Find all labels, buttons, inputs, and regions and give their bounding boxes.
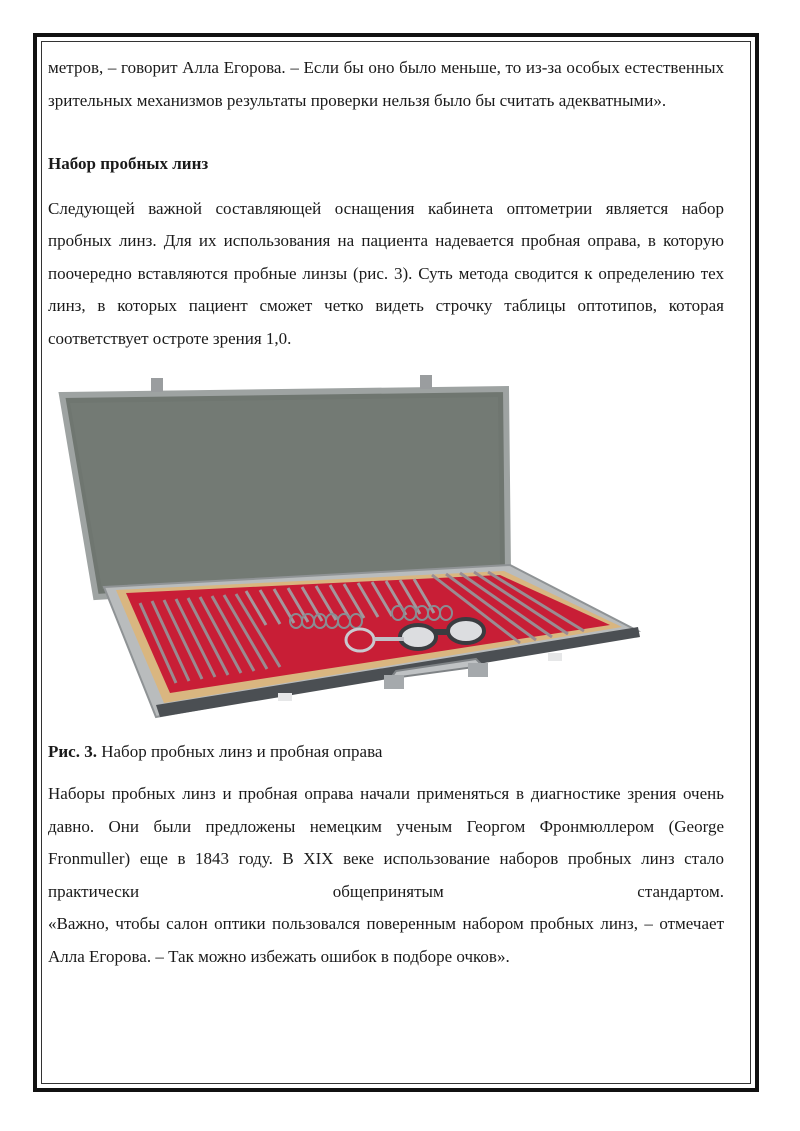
hinge-left: [151, 378, 163, 392]
hinge-right: [420, 375, 432, 389]
latch-left: [278, 693, 292, 701]
paragraph-3: Наборы пробных линз и пробная оправа начали применяться в диагностике зрения очень давно. Они были предложены немецким ученым Георгом Фронмюллером (George Fronmuller) еще в 1843 году. В XIX веке использование наборов пробных линз стало практически общепринятым стандартом.: [48, 784, 724, 901]
paragraph-1: метров, – говорит Алла Егорова. – Если бы оно было меньше, то из-за особых естественных зрительных механизмов результаты проверки нельзя было бы считать адекватными».: [48, 58, 724, 110]
case-lid-lining: [70, 397, 500, 589]
document-body: [48, 52, 724, 973]
lens-case-illustration: [48, 375, 668, 720]
figure-caption: [48, 738, 724, 766]
paragraph-2: Следующей важной составляющей оснащения кабинета оптометрии является набор пробных линз. Для их использования на пациента надевается пробная оправа, в которую поочередно вставляются пробные линзы (рис. 3). Суть метода сводится к определению тех линз, в которых пациент сможет четко видеть строчку таблицы оптотипов, которая соответствует остроте зрения 1,0.: [48, 198, 724, 348]
section-heading: Набор пробных линз: [48, 154, 209, 173]
caption-text: Набор пробных линз и пробная оправа: [96, 742, 383, 761]
handle-mount-left: [384, 675, 404, 689]
latch-right: [548, 653, 562, 661]
handle-mount-right: [468, 663, 488, 677]
figure-lens-case: [48, 375, 668, 720]
caption-label: Рис. 3.: [48, 742, 97, 761]
paragraph-4: «Важно, чтобы салон оптики пользовался поверенным набором пробных линз, – отмечает Алла Егорова. – Так можно избежать ошибок в подборе очков».: [48, 914, 724, 966]
